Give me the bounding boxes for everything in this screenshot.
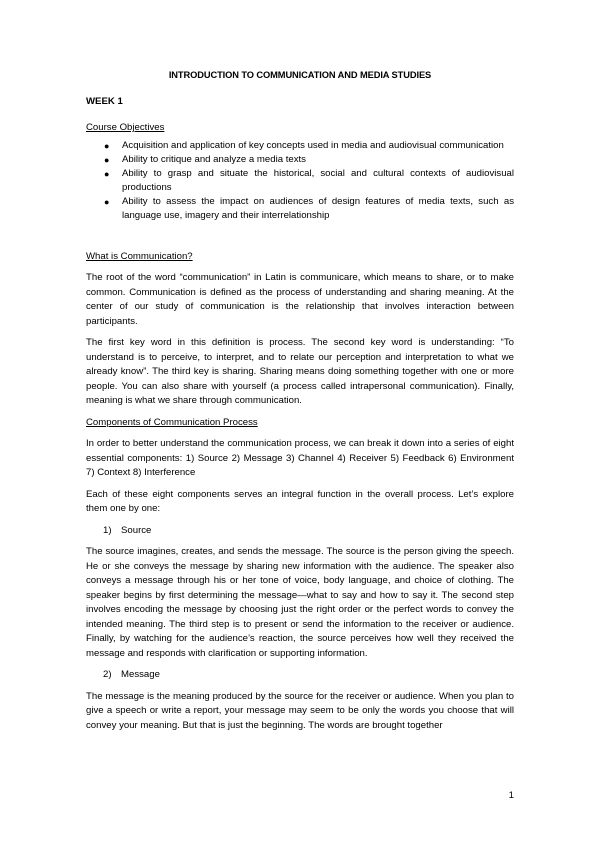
section-heading-source xyxy=(86,524,514,539)
section-number: 2) xyxy=(103,669,112,680)
list-item: ● Ability to critique and analyze a media texts xyxy=(104,153,306,165)
paragraph: The first key word in this definition is process. The second key word is understanding: “To understand is to perceive, to interpret, and to relate our perception and interpretation to what we already know”. The third key is sharing. Sharing means doing something together with one or more people. You can also share with yourself (a process called intrapersonal communication). Finally, meaning is what we share through communication. xyxy=(86,337,514,406)
paragraph: The source imagines, creates, and sends the message. The source is the person giving the speech. He or she conveys the message by sharing new information with the audience. The speaker also conveys a message through his or her tone of voice, body language, and choice of clothing. The speaker begins by first determining the message—what to say and how to say it. The second step involves encoding the message by choosing just the right order or the perfect words to convey the intended meaning. The third step is to present or send the information to the receiver or audience. Finally, by watching for the audience’s reaction, the source perceives how well they received the message and responds with clarification or supporting information. xyxy=(86,546,514,659)
paragraph: In order to better understand the communication process, we can break it down into a series of eight essential components: 1) Source 2) Message 3) Channel 4) Receiver 5) Feedback 6) Environment 7) Context 8) Interference xyxy=(86,438,514,478)
list-item: ● Acquisition and application of key concepts used in media and audiovisual communication xyxy=(104,139,504,151)
paragraph: The root of the word “communication” in Latin is communicare, which means to share, or to make common. Communication is defined as the process of understanding and sharing meaning. At the center of our study of communication is the relationship that involves interaction between participants. xyxy=(86,272,514,327)
section-heading-message xyxy=(86,668,514,683)
paragraph: The message is the meaning produced by the source for the receiver or audience. When you plan to give a speech or write a report, your message may seem to be only the words you choose that will convey your meaning. But that is just the beginning. The words are brought together xyxy=(86,690,514,731)
list-item: ● Ability to assess the impact on audiences of design features of media texts, such as language use, imagery and their interrelationship xyxy=(104,195,514,221)
section-label: Source xyxy=(121,524,152,536)
what-is-communication-heading: What is Communication? xyxy=(86,250,193,262)
week-heading: WEEK 1 xyxy=(86,95,123,107)
objectives-list xyxy=(86,139,514,223)
course-objectives-heading: Course Objectives xyxy=(86,122,165,133)
components-heading: Components of Communication Process xyxy=(86,416,258,428)
paragraph: Each of these eight components serves an integral function in the overall process. Let’s explore them one by one: xyxy=(86,488,514,514)
list-item: ● Ability to grasp and situate the historical, social and cultural contexts of audiovisual productions xyxy=(104,167,514,193)
page-title: INTRODUCTION TO COMMUNICATION AND MEDIA STUDIES xyxy=(168,70,432,80)
section-number: 1) xyxy=(103,524,112,536)
bullet-icon: ● xyxy=(104,196,110,207)
bullet-icon: ● xyxy=(104,168,110,179)
section-label: Message xyxy=(121,669,160,680)
bullet-icon: ● xyxy=(104,140,110,151)
bullet-icon: ● xyxy=(104,154,110,165)
page-number: 1 xyxy=(508,790,514,801)
